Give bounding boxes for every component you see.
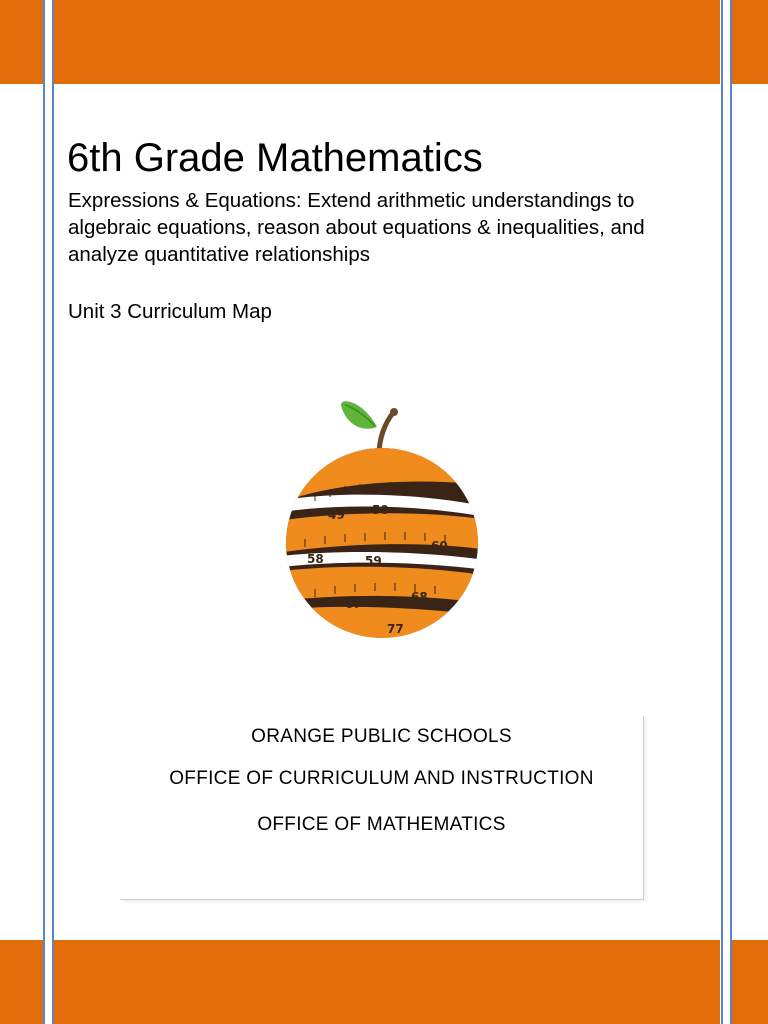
office-mathematics: OFFICE OF MATHEMATICS [257,814,506,835]
bottom-band-right [732,940,768,1024]
tape-number: 68 [411,590,428,604]
tape-number: 58 [307,552,324,566]
tape-number: 50 [372,503,389,517]
office-curriculum: OFFICE OF CURRICULUM AND INSTRUCTION [169,768,594,789]
top-band-left [0,0,43,84]
tape-number: 59 [365,554,382,568]
right-border-rule-outer [730,0,732,1024]
organization-box [120,716,644,900]
tape-band [275,607,495,643]
apple-stem-tip [390,408,398,416]
organization-name: ORANGE PUBLIC SCHOOLS [251,726,512,747]
unit-label: Unit 3 Curriculum Map [68,300,272,323]
left-border-rule-outer [43,0,45,1024]
measuring-tape-apple-icon [275,393,495,643]
bottom-band-left [0,940,43,1024]
tape-number: 77 [387,622,404,636]
page-title: 6th Grade Mathematics [67,136,483,180]
tape-number: 67 [345,597,362,611]
tape-number: 51 [425,486,442,500]
page-subtitle: Expressions & Equations: Extend arithmetic understandings to algebraic equations, reason about equations & inequalities, and analyze quantitative relationships [68,189,645,266]
bottom-band-center [54,940,720,1024]
tape-number: 60 [431,539,448,553]
top-band-right [732,0,768,84]
right-border-rule-inner [721,0,723,1024]
tape-number: 49 [328,508,345,522]
top-band-center [54,0,720,84]
left-border-rule-inner [52,0,54,1024]
